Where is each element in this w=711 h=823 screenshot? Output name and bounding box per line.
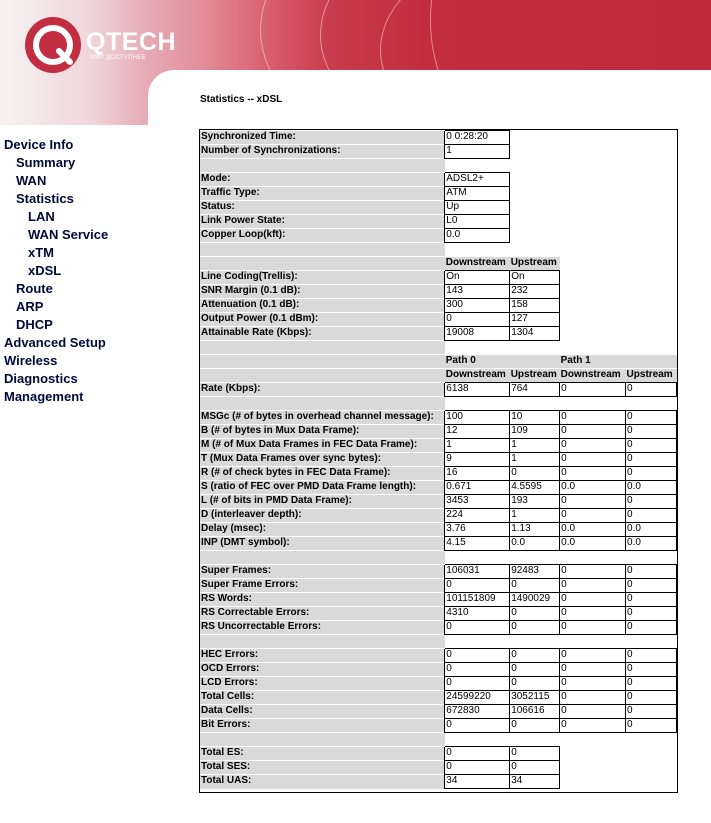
separator-cell xyxy=(200,733,445,747)
table-row xyxy=(200,467,677,481)
row-value: 127 xyxy=(510,313,560,327)
sidebar-item-advanced-setup[interactable]: Advanced Setup xyxy=(4,335,106,350)
empty-cell xyxy=(510,187,560,201)
header-spacer xyxy=(200,355,445,369)
row-label: Copper Loop(kft): xyxy=(200,229,445,243)
row-value: 0 xyxy=(626,607,677,621)
row-value: 0 xyxy=(445,579,510,593)
row-value: 1 xyxy=(445,145,510,159)
column-header: Downstream xyxy=(445,369,510,383)
row-value: 0 xyxy=(626,579,677,593)
row-value: 10 xyxy=(510,411,560,425)
empty-cell xyxy=(626,327,677,341)
empty-cell xyxy=(510,131,560,145)
table-row xyxy=(200,691,677,705)
row-value: 0 xyxy=(510,747,560,761)
table-row xyxy=(200,677,677,691)
row-value: 4.5595 xyxy=(510,481,560,495)
row-value: 0.0 xyxy=(560,523,626,537)
row-value: 0 xyxy=(445,719,510,733)
row-label: Total UAS: xyxy=(200,775,445,789)
row-value: 0 xyxy=(560,719,626,733)
table-row xyxy=(200,761,677,775)
row-value: 0.0 xyxy=(510,537,560,551)
path-header-row xyxy=(200,355,677,369)
row-value: 0 xyxy=(510,607,560,621)
row-value: 0 xyxy=(510,677,560,691)
row-value: 0 xyxy=(626,663,677,677)
separator-cell xyxy=(445,341,677,355)
empty-cell xyxy=(626,271,677,285)
header-spacer xyxy=(200,369,445,383)
empty-cell xyxy=(626,145,677,159)
table-row xyxy=(200,719,677,733)
empty-cell xyxy=(626,201,677,215)
row-value: 1 xyxy=(510,439,560,453)
table-row xyxy=(200,509,677,523)
row-label: OCD Errors: xyxy=(200,663,445,677)
row-value: 0 xyxy=(445,677,510,691)
row-value: 0 xyxy=(560,495,626,509)
empty-cell xyxy=(510,215,560,229)
row-value: 0 xyxy=(626,453,677,467)
row-label: B (# of bytes in Mux Data Frame): xyxy=(200,425,445,439)
table-row xyxy=(200,215,677,229)
table-row xyxy=(200,383,677,397)
row-value: 0 xyxy=(560,621,626,635)
row-value: 0 0:28:20 xyxy=(445,131,510,145)
row-value: 0.0 xyxy=(560,481,626,495)
xdsl-statistics-table xyxy=(200,130,677,789)
table-row xyxy=(200,131,677,145)
row-label: L (# of bits in PMD Data Frame): xyxy=(200,495,445,509)
table-row xyxy=(200,523,677,537)
row-value: 232 xyxy=(510,285,560,299)
row-label: Link Power State: xyxy=(200,215,445,229)
row-value: 0 xyxy=(560,593,626,607)
empty-cell xyxy=(510,145,560,159)
row-value: 34 xyxy=(510,775,560,789)
row-value: 0 xyxy=(626,495,677,509)
row-value: 0 xyxy=(560,509,626,523)
row-value: 0 xyxy=(560,663,626,677)
row-value: 0.0 xyxy=(560,537,626,551)
table-row xyxy=(200,593,677,607)
sidebar-item-summary[interactable]: Summary xyxy=(16,155,76,170)
empty-cell xyxy=(626,761,677,775)
row-value: 106031 xyxy=(445,565,510,579)
separator-cell xyxy=(445,635,677,649)
column-header: Upstream xyxy=(626,369,677,383)
row-label: MSGc (# of bytes in overhead channel message): xyxy=(200,411,445,425)
table-row xyxy=(200,271,677,285)
row-label: INP (DMT symbol): xyxy=(200,537,445,551)
row-value: 92483 xyxy=(510,565,560,579)
row-label: Total SES: xyxy=(200,761,445,775)
separator-row xyxy=(200,341,677,355)
row-value: 24599220 xyxy=(445,691,510,705)
row-value: 0 xyxy=(626,719,677,733)
empty-cell xyxy=(560,229,626,243)
separator-cell xyxy=(445,243,677,257)
row-value: Up xyxy=(445,201,510,215)
row-label: Bit Errors: xyxy=(200,719,445,733)
empty-cell xyxy=(560,173,626,187)
path-header-spacer xyxy=(626,355,677,369)
page-title: Statistics -- xDSL xyxy=(200,94,283,105)
row-value: 0 xyxy=(560,607,626,621)
table-row xyxy=(200,481,677,495)
row-value: 4.15 xyxy=(445,537,510,551)
row-value: 1 xyxy=(510,509,560,523)
row-value: 193 xyxy=(510,495,560,509)
empty-cell xyxy=(510,173,560,187)
separator-row xyxy=(200,159,677,173)
row-value: 0 xyxy=(560,691,626,705)
table-row xyxy=(200,453,677,467)
row-value: 0 xyxy=(626,383,677,397)
table-row xyxy=(200,439,677,453)
empty-cell xyxy=(510,229,560,243)
column-header: Downstream xyxy=(445,257,510,271)
empty-cell xyxy=(626,313,677,327)
separator-cell xyxy=(200,159,445,173)
empty-cell xyxy=(626,285,677,299)
row-label: Rate (Kbps): xyxy=(200,383,445,397)
table-row xyxy=(200,411,677,425)
row-value: 1304 xyxy=(510,327,560,341)
table-row xyxy=(200,747,677,761)
path-header-spacer xyxy=(510,355,560,369)
row-label: Line Coding(Trellis): xyxy=(200,271,445,285)
sidebar-item-xtm[interactable]: xTM xyxy=(28,245,54,260)
empty-cell xyxy=(626,229,677,243)
separator-row xyxy=(200,551,677,565)
row-value: 1 xyxy=(445,439,510,453)
sidebar-item-dhcp[interactable]: DHCP xyxy=(16,317,53,332)
table-row xyxy=(200,649,677,663)
row-value: On xyxy=(445,271,510,285)
empty-cell xyxy=(626,775,677,789)
row-value: ADSL2+ xyxy=(445,173,510,187)
row-label: R (# of check bytes in FEC Data Frame): xyxy=(200,467,445,481)
empty-cell xyxy=(560,313,626,327)
row-value: 0 xyxy=(560,467,626,481)
row-value: 0.0 xyxy=(626,481,677,495)
row-value: 0 xyxy=(626,565,677,579)
row-value: 0 xyxy=(560,453,626,467)
row-value: 0 xyxy=(626,509,677,523)
row-label: Delay (msec): xyxy=(200,523,445,537)
brand-slogan: МИР ДОСТУПНЕЕ xyxy=(90,55,146,61)
row-value: 100 xyxy=(445,411,510,425)
row-value: 1 xyxy=(510,453,560,467)
empty-cell xyxy=(626,257,677,271)
empty-cell xyxy=(626,131,677,145)
row-label: Traffic Type: xyxy=(200,187,445,201)
empty-cell xyxy=(560,145,626,159)
row-value: 0 xyxy=(510,621,560,635)
row-value: 224 xyxy=(445,509,510,523)
table-row xyxy=(200,201,677,215)
row-value: 9 xyxy=(445,453,510,467)
table-row xyxy=(200,537,677,551)
sidebar-item-arp[interactable]: ARP xyxy=(16,299,44,314)
row-value: 0 xyxy=(626,705,677,719)
empty-cell xyxy=(510,201,560,215)
empty-cell xyxy=(560,131,626,145)
row-value: 0 xyxy=(510,663,560,677)
empty-cell xyxy=(560,187,626,201)
row-label: RS Uncorrectable Errors: xyxy=(200,621,445,635)
empty-cell xyxy=(560,761,626,775)
separator-cell xyxy=(445,159,677,173)
row-value: 0 xyxy=(510,467,560,481)
row-label: Data Cells: xyxy=(200,705,445,719)
row-value: 0 xyxy=(626,425,677,439)
separator-cell xyxy=(445,733,677,747)
empty-cell xyxy=(560,775,626,789)
column-header: Upstream xyxy=(510,257,560,271)
row-value: 0 xyxy=(626,691,677,705)
row-value: 0 xyxy=(445,663,510,677)
table-row xyxy=(200,425,677,439)
empty-cell xyxy=(626,747,677,761)
row-label: HEC Errors: xyxy=(200,649,445,663)
table-row xyxy=(200,299,677,313)
separator-cell xyxy=(445,397,677,411)
table-row xyxy=(200,705,677,719)
separator-cell xyxy=(445,551,677,565)
row-value: 0 xyxy=(560,579,626,593)
row-label: Total ES: xyxy=(200,747,445,761)
sidebar-item-wan-service[interactable]: WAN Service xyxy=(28,227,109,242)
sidebar-item-statistics[interactable]: Statistics xyxy=(16,191,74,206)
empty-cell xyxy=(626,215,677,229)
row-value: 143 xyxy=(445,285,510,299)
row-value: ATM xyxy=(445,187,510,201)
table-row xyxy=(200,285,677,299)
row-label: Super Frame Errors: xyxy=(200,579,445,593)
row-value: 0.0 xyxy=(445,229,510,243)
empty-cell xyxy=(560,747,626,761)
row-label: M (# of Mux Data Frames in FEC Data Frame): xyxy=(200,439,445,453)
row-label: Attainable Rate (Kbps): xyxy=(200,327,445,341)
header-row xyxy=(200,257,677,271)
row-value: 0.0 xyxy=(626,523,677,537)
separator-cell xyxy=(200,243,445,257)
separator-row xyxy=(200,243,677,257)
row-value: 300 xyxy=(445,299,510,313)
row-label: Total Cells: xyxy=(200,691,445,705)
row-value: 0 xyxy=(510,579,560,593)
empty-cell xyxy=(626,173,677,187)
table-row xyxy=(200,229,677,243)
row-label: Synchronized Time: xyxy=(200,131,445,145)
row-value: 0 xyxy=(560,425,626,439)
table-row xyxy=(200,145,677,159)
row-value: 0 xyxy=(510,761,560,775)
row-value: 109 xyxy=(510,425,560,439)
table-row xyxy=(200,663,677,677)
row-value: 12 xyxy=(445,425,510,439)
row-value: 0 xyxy=(560,705,626,719)
empty-cell xyxy=(626,187,677,201)
row-value: 1.13 xyxy=(510,523,560,537)
header-spacer xyxy=(200,257,445,271)
row-value: 0 xyxy=(560,677,626,691)
row-value: 0 xyxy=(445,621,510,635)
row-value: 3453 xyxy=(445,495,510,509)
row-value: 3.76 xyxy=(445,523,510,537)
sidebar-item-xdsl[interactable]: xDSL xyxy=(28,263,62,278)
row-value: 0 xyxy=(560,439,626,453)
row-value: 6138 xyxy=(445,383,510,397)
row-label: LCD Errors: xyxy=(200,677,445,691)
row-label: Attenuation (0.1 dB): xyxy=(200,299,445,313)
row-value: 0 xyxy=(510,649,560,663)
row-label: Output Power (0.1 dBm): xyxy=(200,313,445,327)
row-value: 101151809 xyxy=(445,593,510,607)
sidebar-nav xyxy=(4,136,108,406)
row-value: 764 xyxy=(510,383,560,397)
row-value: 0 xyxy=(445,747,510,761)
table-row xyxy=(200,565,677,579)
row-value: 0 xyxy=(560,411,626,425)
qtech-logo-icon xyxy=(22,14,84,76)
row-value: 0 xyxy=(626,467,677,481)
row-value: 1490029 xyxy=(510,593,560,607)
empty-cell xyxy=(560,299,626,313)
row-value: 0 xyxy=(560,383,626,397)
separator-row xyxy=(200,733,677,747)
row-label: RS Words: xyxy=(200,593,445,607)
row-label: D (interleaver depth): xyxy=(200,509,445,523)
row-value: 0.0 xyxy=(626,537,677,551)
path-header: Path 1 xyxy=(560,355,626,369)
brand-name: QTECH xyxy=(86,28,176,56)
empty-cell xyxy=(626,299,677,313)
row-label: Number of Synchronizations: xyxy=(200,145,445,159)
separator-cell xyxy=(200,341,445,355)
sidebar-item-management[interactable]: Management xyxy=(4,389,84,404)
row-value: 0 xyxy=(560,649,626,663)
row-value: L0 xyxy=(445,215,510,229)
table-row xyxy=(200,607,677,621)
table-row xyxy=(200,579,677,593)
table-row xyxy=(200,313,677,327)
empty-cell xyxy=(560,201,626,215)
row-value: 16 xyxy=(445,467,510,481)
row-value: 158 xyxy=(510,299,560,313)
table-row xyxy=(200,187,677,201)
row-value: 106616 xyxy=(510,705,560,719)
table-row xyxy=(200,495,677,509)
column-header: Upstream xyxy=(510,369,560,383)
empty-cell xyxy=(560,257,626,271)
separator-cell xyxy=(200,551,445,565)
row-value: 3052115 xyxy=(510,691,560,705)
sidebar-item-wireless[interactable]: Wireless xyxy=(4,353,58,368)
separator-row xyxy=(200,635,677,649)
row-value: 0 xyxy=(626,649,677,663)
header-row xyxy=(200,369,677,383)
row-label: Status: xyxy=(200,201,445,215)
table-row xyxy=(200,327,677,341)
row-value: 34 xyxy=(445,775,510,789)
row-value: 0 xyxy=(626,621,677,635)
column-header: Downstream xyxy=(560,369,626,383)
sidebar-item-diagnostics[interactable]: Diagnostics xyxy=(4,371,78,386)
row-label: T (Mux Data Frames over sync bytes): xyxy=(200,453,445,467)
row-value: 4310 xyxy=(445,607,510,621)
row-label: RS Correctable Errors: xyxy=(200,607,445,621)
sidebar-item-route[interactable]: Route xyxy=(16,281,53,296)
row-label: S (ratio of FEC over PMD Data Frame length): xyxy=(200,481,445,495)
row-value: 0 xyxy=(626,593,677,607)
row-value: 0.671 xyxy=(445,481,510,495)
row-value: On xyxy=(510,271,560,285)
empty-cell xyxy=(560,271,626,285)
table-row xyxy=(200,173,677,187)
empty-cell xyxy=(560,215,626,229)
row-value: 0 xyxy=(510,719,560,733)
sidebar-item-wan[interactable]: WAN xyxy=(16,173,47,188)
empty-cell xyxy=(560,327,626,341)
table-row xyxy=(200,621,677,635)
table-row xyxy=(200,775,677,789)
row-value: 0 xyxy=(626,411,677,425)
sidebar-item-lan[interactable]: LAN xyxy=(28,209,55,224)
row-value: 0 xyxy=(445,649,510,663)
row-label: SNR Margin (0.1 dB): xyxy=(200,285,445,299)
empty-cell xyxy=(560,285,626,299)
row-label: Mode: xyxy=(200,173,445,187)
sidebar-item-device-info[interactable]: Device Info xyxy=(4,137,74,152)
row-value: 0 xyxy=(626,439,677,453)
row-value: 672830 xyxy=(445,705,510,719)
row-value: 0 xyxy=(560,565,626,579)
row-value: 0 xyxy=(445,761,510,775)
separator-row xyxy=(200,397,677,411)
row-value: 0 xyxy=(445,313,510,327)
row-value: 0 xyxy=(626,677,677,691)
xdsl-statistics-panel xyxy=(199,129,678,793)
row-value: 19008 xyxy=(445,327,510,341)
separator-cell xyxy=(200,635,445,649)
separator-cell xyxy=(200,397,445,411)
path-header: Path 0 xyxy=(445,355,510,369)
row-label: Super Frames: xyxy=(200,565,445,579)
